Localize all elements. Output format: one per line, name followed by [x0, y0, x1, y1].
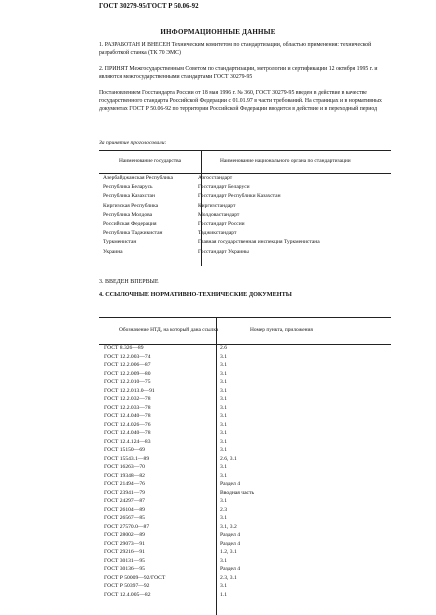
references-table-row-col2: 3.1, 3.2	[220, 523, 237, 530]
references-table-row-col1: ГОСТ 26567—85	[104, 515, 145, 521]
references-table-row	[99, 422, 391, 431]
page-title: ИНФОРМАЦИОННЫЕ ДАННЫЕ	[160, 28, 276, 36]
states-table-row-col2: Главная государственная инспекция Туркменистана	[198, 239, 320, 246]
references-table-row-col1: ГОСТ 28002—89	[104, 532, 145, 538]
references-table-row-col2: 3.1	[220, 447, 227, 453]
states-table-row-col1: Республика Таджикистан	[103, 230, 163, 237]
references-table-row-col2: Вводная часть	[220, 489, 255, 496]
references-table-row-col1: ГОСТ 16263—70	[104, 464, 145, 470]
references-table-header-clause: Номер пункта, приложения	[250, 327, 313, 333]
references-table-row	[99, 583, 391, 592]
states-table-row	[99, 229, 391, 238]
section-4-heading: 4. ССЫЛОЧНЫЕ НОРМАТИВНО-ТЕХНИЧЕСКИЕ ДОКУМЕНТЫ	[99, 291, 292, 298]
states-table-row-col1: Республика Казахстан	[103, 193, 155, 200]
references-table-row-col2: 3.1	[220, 396, 227, 402]
references-table-row-col2: 3.1	[220, 472, 227, 479]
states-table-row-col2: Госстандарт Республики Казахстан	[198, 193, 281, 200]
states-table-header-state: Наименование государства	[119, 158, 181, 164]
references-table-row-col1: ГОСТ 12.4.124—83	[104, 438, 151, 445]
references-table-row-col1: ГОСТ 15543.1—89	[104, 455, 150, 462]
references-table-row	[99, 362, 391, 371]
states-table-body	[99, 174, 391, 257]
references-table-row-col2: 3.1	[220, 430, 227, 436]
references-table-row-col1: ГОСТ 12.2.010—75	[104, 379, 151, 385]
references-table-row	[99, 379, 391, 388]
references-table-body	[99, 345, 391, 600]
states-table	[99, 150, 391, 257]
references-table-row-col2: 3.1	[220, 515, 227, 521]
references-table-row-col2: 2.3, 3.1	[220, 574, 237, 581]
references-table-row-col2: 1.2, 3.1	[220, 549, 237, 555]
references-table-row-col1: ГОСТ 30131—95	[104, 557, 145, 564]
references-table-row-col1: ГОСТ 8.326—89	[104, 345, 144, 351]
references-table-row	[99, 388, 391, 397]
references-table-row-col1: ГОСТ 12.4.040—78	[104, 413, 151, 419]
states-table-row-col2: Таджикстандарт	[198, 230, 237, 237]
references-table-row-col1: ГОСТ 19348—82	[104, 472, 145, 479]
references-table-row-col2: 1.1	[220, 591, 227, 598]
references-table-row-col1: ГОСТ 26104—89	[104, 506, 145, 513]
references-table-row	[99, 541, 391, 550]
states-table-header-body: Наименование национального органа по стандартизации	[220, 158, 351, 164]
references-table-row	[99, 566, 391, 575]
references-table-row	[99, 439, 391, 448]
references-table-row-col1: ГОСТ 12.4.005—82	[104, 591, 151, 598]
states-table-row	[99, 192, 391, 201]
references-table-row	[99, 473, 391, 482]
references-table-row-col1: ГОСТ 12.2.006—87	[104, 362, 151, 368]
paragraph-3: Постановлением Госстандарта России от 18 мая 1996 г. № 360, ГОСТ 30279-95 введен в действие в качестве государственного стандарта Российской Федерации с 01.01.97 в части требований. На страницах и в нормативных документах ГОСТ Р 50.06-92 по территории Российской Федерации вводится в действие и в переходный период	[99, 90, 382, 113]
table1-note: За принятие проголосовали:	[99, 140, 167, 146]
references-table-row-col2: 3.1	[220, 583, 227, 589]
references-table-row	[99, 592, 391, 601]
references-table-header-doc: Обозначение НТД, на который дана ссылка	[119, 327, 219, 333]
references-table-row	[99, 507, 391, 516]
references-table-row-col1: ГОСТ 12.4.026—76	[104, 421, 151, 428]
references-table-row	[99, 456, 391, 465]
references-table-row	[99, 524, 391, 533]
references-table-row-col1: ГОСТ 12.4.040—78	[104, 430, 151, 436]
references-table-row-col1: ГОСТ 21494—76	[104, 481, 145, 487]
references-table-row	[99, 515, 391, 524]
references-table-row-col2: 3.1	[220, 370, 227, 377]
references-table-row-col2: Раздел 4	[220, 532, 241, 538]
states-table-row-col1: Туркменистан	[103, 239, 137, 246]
references-table-row-col2: Раздел 4	[220, 540, 241, 547]
references-table-row	[99, 464, 391, 473]
section-3-heading: 3. ВВЕДЕН ВПЕРВЫЕ	[99, 279, 159, 285]
references-table-row	[99, 405, 391, 414]
states-table-row-col2: Госстандарт Беларуси	[198, 184, 250, 191]
references-table-row-col2: 3.1	[220, 404, 227, 411]
paragraph-2: 2. ПРИНЯТ Межгосударственным Советом по стандартизации, метрологии и сертификации 12 октября 1995 г. и являются межгосударственными стандартами ГОСТ 30279-95	[99, 66, 378, 81]
states-table-row-col2: Молдовастандарт	[198, 211, 240, 218]
states-table-row	[99, 220, 391, 229]
references-table-row-col1: ГОСТ 29216—91	[104, 549, 145, 555]
references-table-row-col1: ГОСТ 24297—87	[104, 498, 145, 504]
references-table-row-col1: ГОСТ Р 50009—92/ГОСТ	[104, 574, 166, 581]
references-table-row-col1: ГОСТ 27570.0—87	[104, 523, 150, 530]
states-table-row	[99, 238, 391, 247]
references-table-row-col2: Раздел 4	[220, 566, 241, 572]
references-table-row-col2: 3.1	[220, 464, 227, 470]
states-table-row-col1: Республика Беларусь	[103, 184, 153, 191]
references-table-row-col1: ГОСТ 12.2.013.0—91	[104, 387, 155, 394]
references-table-row-col2: 3.1	[220, 438, 227, 445]
states-table-row-col1: Республика Молдова	[103, 211, 153, 218]
references-table-row-col2: 2.6	[220, 345, 227, 351]
references-table-row-col1: ГОСТ 12.2.003—74	[104, 353, 151, 360]
references-table-row	[99, 396, 391, 405]
references-table-row-col2: 3.1	[220, 353, 227, 360]
states-table-row-col1: Азербайджанская Республика	[103, 175, 173, 181]
states-table-row-col2: Киргизстандарт	[198, 202, 236, 209]
references-table-row-col1: ГОСТ 23941—79	[104, 489, 145, 496]
states-table-row	[99, 211, 391, 220]
references-table-row	[99, 447, 391, 456]
references-table-row	[99, 498, 391, 507]
states-table-row	[99, 183, 391, 192]
references-table-row-col2: 3.1	[220, 362, 227, 368]
references-table-row	[99, 430, 391, 439]
references-table-row	[99, 371, 391, 380]
references-table-row-col2: 3.1	[220, 421, 227, 428]
references-table-row	[99, 575, 391, 584]
references-table-row-col2: 3.1	[220, 498, 227, 504]
references-table-row-col2: 3.1	[220, 387, 227, 394]
references-table-row-col2: 3.1	[220, 557, 227, 564]
states-table-row-col1: Киргизская Республика	[103, 202, 159, 209]
references-table-row	[99, 354, 391, 363]
references-table-row	[99, 413, 391, 422]
states-table-header	[99, 150, 391, 174]
references-table-row-col2: 2.6, 3.1	[220, 455, 237, 462]
references-table-row-col2: 3.1	[220, 413, 227, 419]
references-table-row-col2: 3.1	[220, 379, 227, 385]
references-table	[99, 317, 391, 600]
states-table-row-col2: Азгосстандарт	[198, 175, 233, 181]
references-table-row-col1: ГОСТ 29073—91	[104, 540, 145, 547]
references-table-row-col1: ГОСТ 12.2.032—78	[104, 396, 151, 402]
references-table-row	[99, 532, 391, 541]
references-table-row-col1: ГОСТ 12.2.033—78	[104, 404, 151, 411]
references-table-row-col1: ГОСТ Р 50397—92	[104, 583, 150, 589]
references-table-row	[99, 490, 391, 499]
states-table-row	[99, 248, 391, 257]
references-table-row-col1: ГОСТ 12.2.009—80	[104, 370, 151, 377]
references-table-row-col1: ГОСТ 30136—95	[104, 566, 145, 572]
references-table-row	[99, 481, 391, 490]
references-table-row-col2: Раздел 4	[220, 481, 241, 487]
states-table-row	[99, 174, 391, 183]
references-table-header	[99, 317, 391, 345]
references-table-row-col1: ГОСТ 15150—69	[104, 447, 145, 453]
references-table-row	[99, 558, 391, 567]
references-table-row	[99, 345, 391, 354]
references-table-row	[99, 549, 391, 558]
paragraph-1: 1. РАЗРАБОТАН И ВНЕСЕН Техническим комитетом по стандартизации, областью применения: технической разработкой станка (ТК 70 ЭМС)	[99, 42, 372, 57]
states-table-row-col2: Госстандарт России	[198, 220, 245, 227]
states-table-row-col1: Российская Федерация	[103, 220, 157, 227]
states-table-row-col1: Украина	[103, 248, 123, 255]
running-header: ГОСТ 30279-95/ГОСТ Р 50.06-92	[99, 3, 199, 10]
references-table-row-col2: 2.3	[220, 506, 227, 513]
states-table-row-col2: Госстандарт Украины	[198, 248, 249, 255]
states-table-row	[99, 202, 391, 211]
